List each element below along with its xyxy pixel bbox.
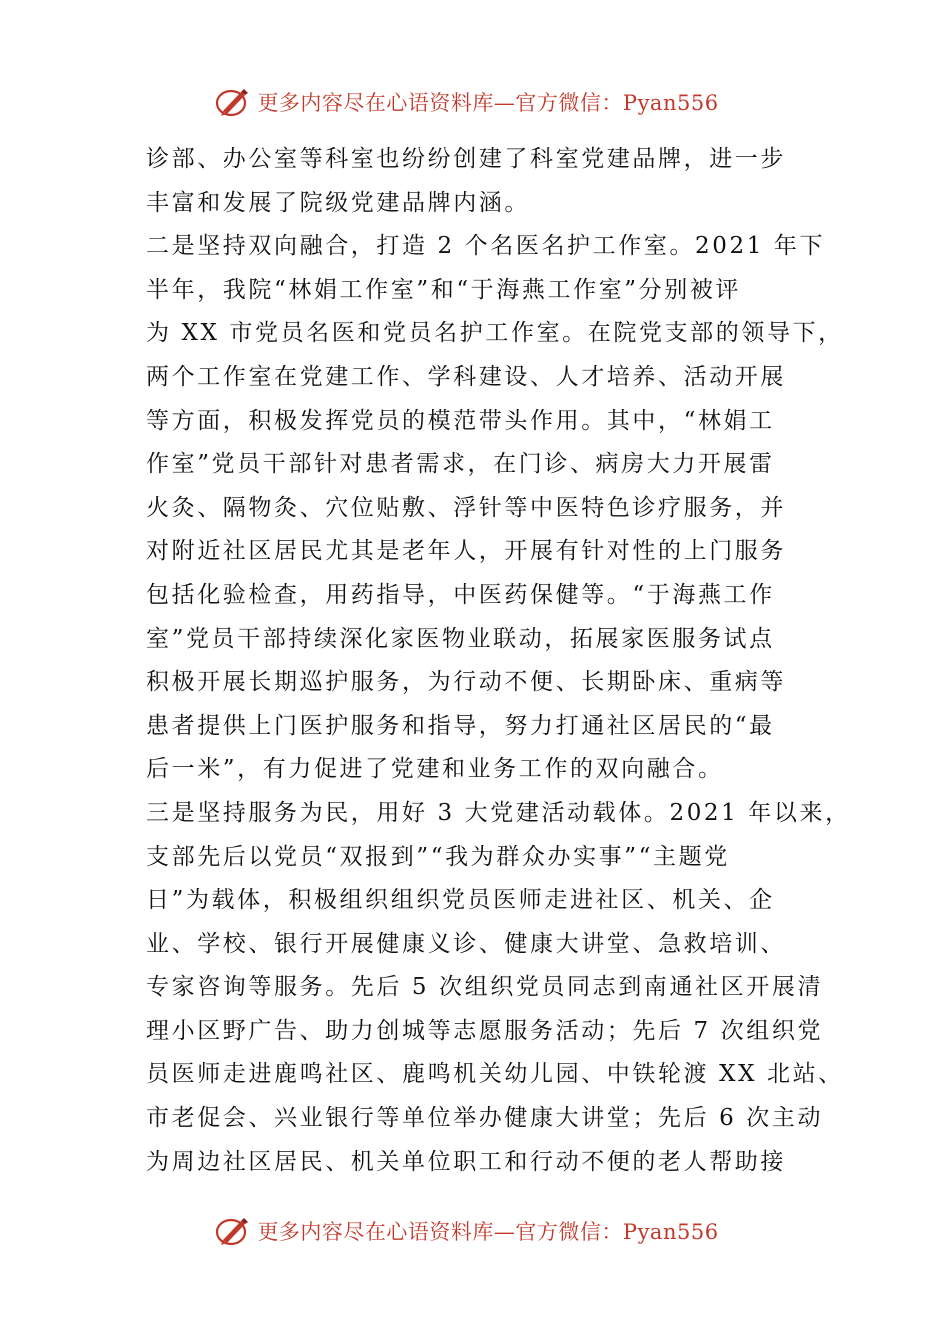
text-line: 丰富和发展了院级党建品牌内涵。 (146, 189, 530, 216)
text-line: 两个工作室在党建工作、学科建设、人才培养、活动开展 (146, 363, 786, 390)
text-line: 患者提供上门医护服务和指导，努力打通社区居民的“最 (146, 712, 775, 739)
text-line: 火灸、隔物灸、穴位贴敷、浮针等中医特色诊疗服务，并 (146, 494, 786, 521)
text-line: 半年，我院“林娟工作室”和“于海燕工作室”分别被评 (146, 276, 742, 303)
text-line: 积极开展长期巡护服务，为行动不便、长期卧床、重病等 (146, 669, 786, 696)
text-line: 后一米”，有力促进了党建和业务工作的双向融合。 (146, 756, 724, 783)
text-line: 专家咨询等服务。先后 5 次组织党员同志到南通社区开展清 (146, 974, 824, 1001)
text-line: 市老促会、兴业银行等单位举办健康大讲堂；先后 6 次主动 (146, 1105, 824, 1132)
text-line: 日”为载体，积极组织组织党员医师走进社区、机关、企 (146, 887, 775, 914)
text-line: 为 XX 市党员名医和党员名护工作室。在院党支部的领导下， (146, 320, 844, 347)
footer-banner-inner (215, 1213, 718, 1249)
text-line: 二是坚持双向融合，打造 2 个名医名护工作室。2021 年下 (146, 233, 826, 260)
footer-banner-text: 更多内容尽在心语资料库—官方微信：Pyan556 (257, 1220, 719, 1244)
text-line: 理小区野广告、助力创城等志愿服务活动；先后 7 次组织党 (146, 1017, 824, 1044)
text-line: 员医师走进鹿鸣社区、鹿鸣机关幼儿园、中铁轮渡 XX 北站、 (146, 1061, 844, 1088)
footer-banner (0, 1211, 950, 1251)
text-line: 包括化验检查，用药指导，中医药保健等。“于海燕工作 (146, 581, 775, 608)
text-line: 对附近社区居民尤其是老年人，开展有针对性的上门服务 (146, 538, 786, 565)
pen-logo-icon (215, 1213, 251, 1249)
document-body (146, 138, 851, 1184)
text-line: 等方面，积极发挥党员的模范带头作用。其中，“林娟工 (146, 407, 775, 434)
text-line: 为周边社区居民、机关单位职工和行动不便的老人帮助接 (146, 1148, 786, 1175)
text-line: 作室”党员干部针对患者需求，在门诊、病房大力开展雷 (146, 451, 775, 478)
text-line: 业、学校、银行开展健康义诊、健康大讲堂、急救培训、 (146, 930, 786, 957)
header-banner-inner (215, 84, 718, 120)
text-line: 室”党员干部持续深化家医物业联动，拓展家医服务试点 (146, 625, 775, 652)
text-line: 诊部、办公室等科室也纷纷创建了科室党建品牌，进一步 (146, 146, 786, 172)
text-line: 支部先后以党员“双报到”“我为群众办实事”“主题党 (146, 843, 730, 870)
pen-logo-icon (215, 84, 251, 120)
header-banner (0, 82, 950, 122)
text-line: 三是坚持服务为民，用好 3 大党建活动载体。2021 年以来， (146, 799, 851, 826)
header-banner-text: 更多内容尽在心语资料库—官方微信：Pyan556 (257, 91, 719, 115)
